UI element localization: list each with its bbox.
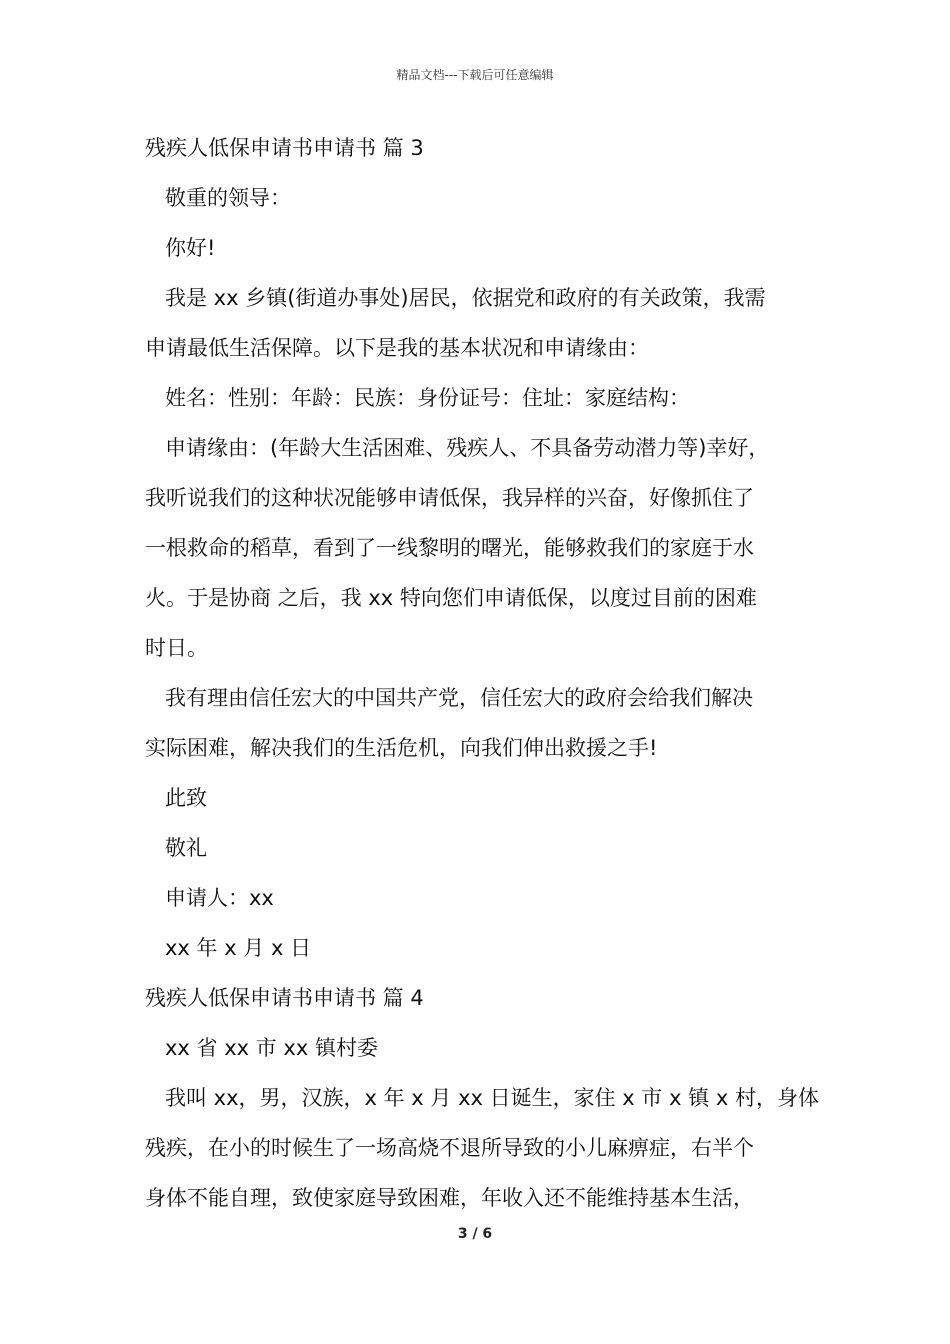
paragraph-line: 时日。 [145, 636, 208, 660]
section-title: 残疾人低保申请书申请书 篇 3 [145, 136, 424, 160]
paragraph-line: 我叫 xx，男，汉族，x 年 x 月 xx 日诞生，家住 x 市 x 镇 x 村，身体 [165, 1086, 819, 1110]
paragraph-line: 残疾，在小的时候生了一场高烧不退所导致的小儿麻痹症，右半个 [145, 1136, 754, 1160]
paragraph-line: 申请最低生活保障。以下是我的基本状况和申请缘由： [145, 336, 649, 360]
page-header: 精品文档---下载后可任意编辑 [396, 68, 554, 82]
paragraph-line: 我听说我们的这种状况能够申请低保，我异样的兴奋，好像抓住了 [145, 486, 754, 510]
date-line: xx 年 x 月 x 日 [165, 936, 312, 960]
section-title: 残疾人低保申请书申请书 篇 4 [145, 986, 424, 1010]
paragraph-line: 姓名：性别：年龄：民族：身份证号：住址：家庭结构： [165, 386, 690, 410]
closing-line: 敬礼 [165, 836, 207, 860]
paragraph-line: 申请缘由：(年龄大生活困难、残疾人、不具备劳动潜力等)幸好， [165, 436, 770, 460]
addressee-line: xx 省 xx 市 xx 镇村委 [165, 1036, 378, 1060]
paragraph-line: 一根救命的稻草，看到了一线黎明的曙光，能够救我们的家庭于水 [145, 536, 754, 560]
page-number: 3 / 6 [457, 1226, 493, 1242]
paragraph-line: 身体不能自理，致使家庭导致困难，年收入还不能维持基本生活， [145, 1186, 754, 1210]
paragraph-line: 实际困难，解决我们的生活危机，向我们伸出救援之手! [145, 736, 658, 760]
paragraph-line: 我是 xx 乡镇(街道办事处)居民，依据党和政府的有关政策，我需 [165, 286, 766, 310]
applicant-line: 申请人：xx [165, 886, 274, 910]
greeting: 你好! [165, 236, 216, 260]
salutation: 敬重的领导： [165, 186, 291, 210]
paragraph-line: 火。于是协商 之后，我 xx 特向您们申请低保，以度过目前的困难 [145, 586, 757, 610]
closing-line: 此致 [165, 786, 207, 810]
paragraph-line: 我有理由信任宏大的中国共产党，信任宏大的政府会给我们解决 [165, 686, 753, 710]
